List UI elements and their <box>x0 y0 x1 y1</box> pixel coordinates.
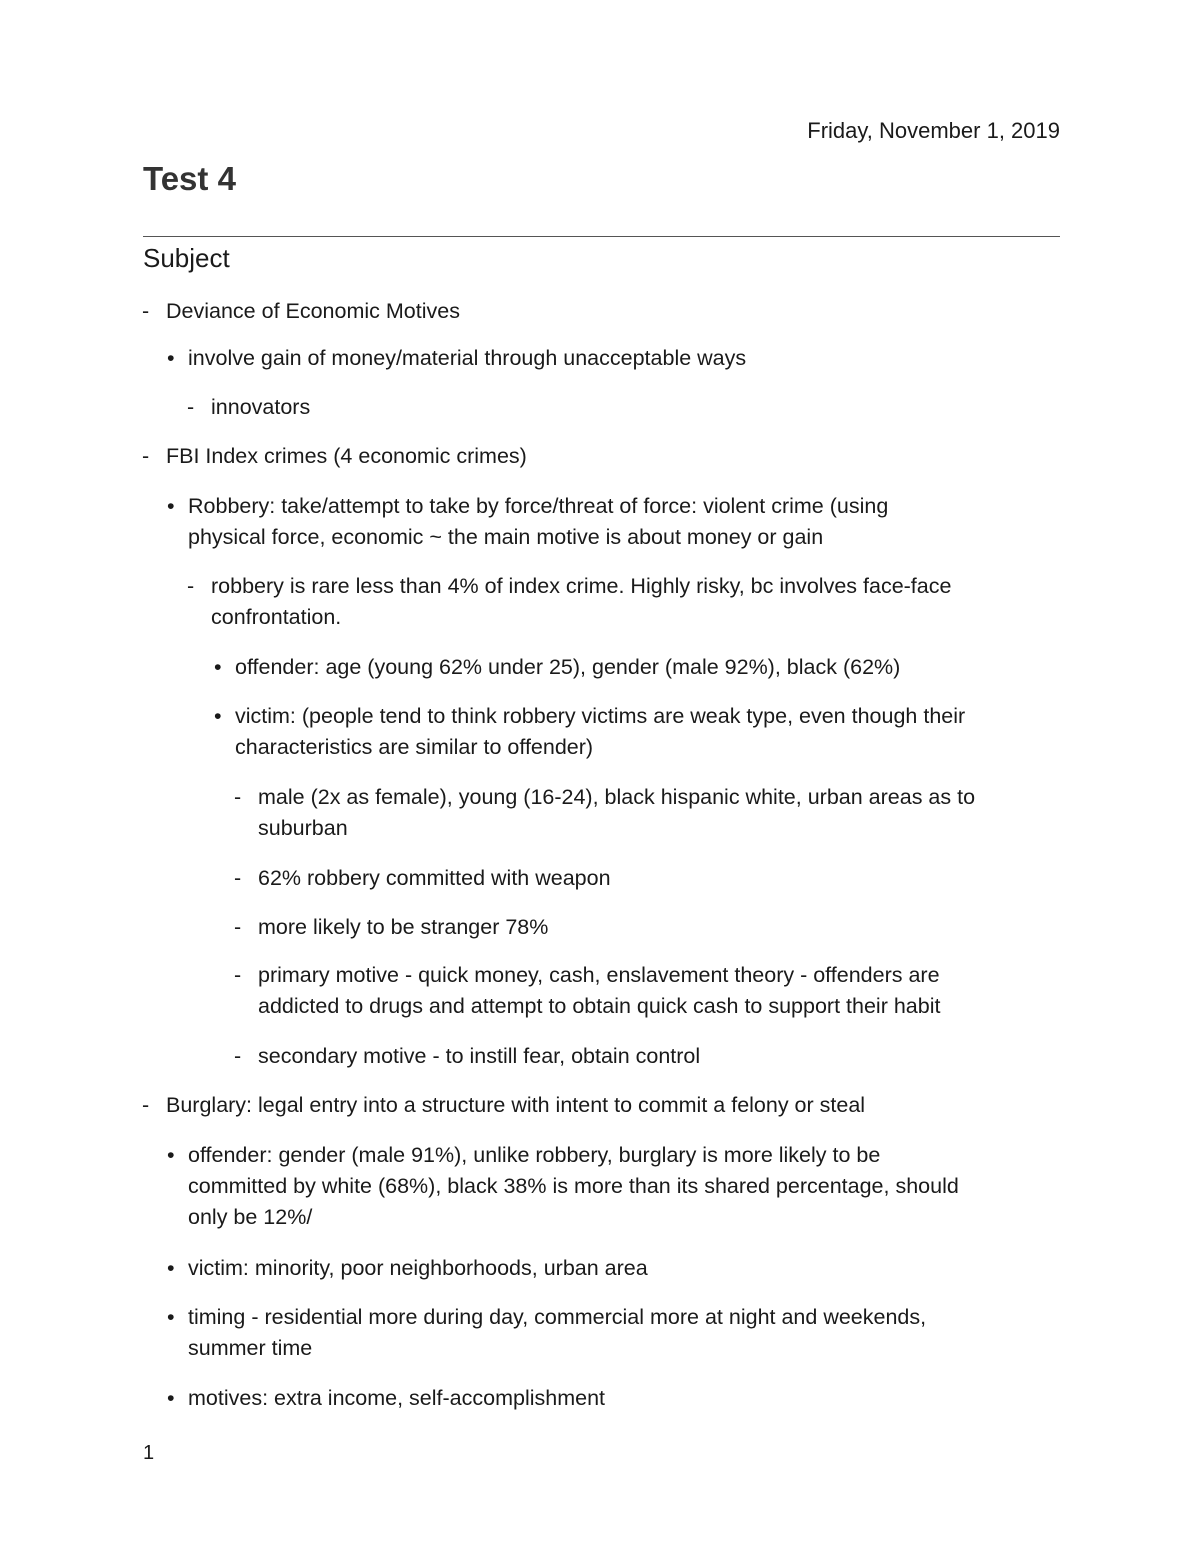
list-item-text: 62% robbery committed with weapon <box>258 866 611 890</box>
bullet-marker: • <box>167 1256 175 1280</box>
bullet-marker: • <box>167 1143 175 1167</box>
list-item-text: Deviance of Economic Motives <box>166 299 460 323</box>
list-item-text: innovators <box>211 395 311 419</box>
dash-marker: - <box>234 866 242 890</box>
page-title: Test 4 <box>143 160 236 197</box>
list-item <box>142 1090 866 1121</box>
list-item-text: victim: (people tend to think robbery victims are weak type, even though their <box>235 704 966 728</box>
list-item-text: secondary motive - to instill fear, obtain control <box>258 1044 701 1068</box>
title-divider <box>143 236 1060 237</box>
dash-marker: - <box>187 395 195 419</box>
list-item-text: involve gain of money/material through unacceptable ways <box>188 346 747 370</box>
list-item <box>167 1383 606 1414</box>
list-item-text: timing - residential more during day, commercial more at night and weekends, <box>188 1305 927 1329</box>
bullet-marker: • <box>214 704 222 728</box>
section-heading: Subject <box>143 243 230 273</box>
list-item <box>167 1140 959 1233</box>
list-item-text: committed by white (68%), black 38% is more than its shared percentage, should <box>188 1174 959 1198</box>
bullet-marker: • <box>167 1386 175 1410</box>
list-item-text: confrontation. <box>211 605 342 629</box>
dash-marker: - <box>234 963 242 987</box>
dash-marker: - <box>187 574 195 598</box>
dash-marker: - <box>234 1044 242 1068</box>
list-item <box>234 912 549 943</box>
bullet-marker: • <box>167 346 175 370</box>
list-item <box>234 863 611 894</box>
list-item <box>187 392 311 423</box>
list-item-text: FBI Index crimes (4 economic crimes) <box>166 444 527 468</box>
list-item-text: only be 12%/ <box>188 1205 313 1229</box>
list-item-text: motives: extra income, self-accomplishment <box>188 1386 606 1410</box>
list-item-text: offender: age (young 62% under 25), gender (male 92%), black (62%) <box>235 655 901 679</box>
list-item-text: physical force, economic ~ the main motive is about money or gain <box>188 525 824 549</box>
dash-marker: - <box>142 299 150 323</box>
dash-marker: - <box>142 444 150 468</box>
list-item <box>142 441 527 472</box>
list-item <box>234 960 941 1022</box>
list-item-text: male (2x as female), young (16-24), black hispanic white, urban areas as to <box>258 785 976 809</box>
list-item-text: Burglary: legal entry into a structure with intent to commit a felony or steal <box>166 1093 866 1117</box>
list-item-text: offender: gender (male 91%), unlike robbery, burglary is more likely to be <box>188 1143 881 1167</box>
list-item <box>167 491 889 553</box>
list-item-text: more likely to be stranger 78% <box>258 915 549 939</box>
bullet-marker: • <box>214 655 222 679</box>
list-item <box>167 343 747 374</box>
dash-marker: - <box>234 915 242 939</box>
list-item-text: addicted to drugs and attempt to obtain quick cash to support their habit <box>258 994 941 1018</box>
list-item-text: victim: minority, poor neighborhoods, urban area <box>188 1256 648 1280</box>
list-item-text: primary motive - quick money, cash, enslavement theory - offenders are <box>258 963 940 987</box>
bullet-marker: • <box>167 1305 175 1329</box>
list-item <box>167 1253 648 1284</box>
page-number: 1 <box>143 1442 155 1464</box>
dash-marker: - <box>234 785 242 809</box>
list-item-text: robbery is rare less than 4% of index crime. Highly risky, bc involves face-face <box>211 574 952 598</box>
list-item <box>214 652 901 683</box>
list-item-text: suburban <box>258 816 348 840</box>
list-item-text: Robbery: take/attempt to take by force/threat of force: violent crime (using <box>188 494 889 518</box>
list-item <box>187 571 952 633</box>
list-item-text: characteristics are similar to offender) <box>235 735 594 759</box>
dash-marker: - <box>142 1093 150 1117</box>
list-item-text: summer time <box>188 1336 313 1360</box>
list-item <box>234 1041 701 1072</box>
list-item <box>142 296 460 327</box>
list-item <box>167 1302 927 1364</box>
document-date: Friday, November 1, 2019 <box>807 118 1060 143</box>
list-item <box>234 782 976 844</box>
bullet-marker: • <box>167 494 175 518</box>
list-item <box>214 701 966 763</box>
